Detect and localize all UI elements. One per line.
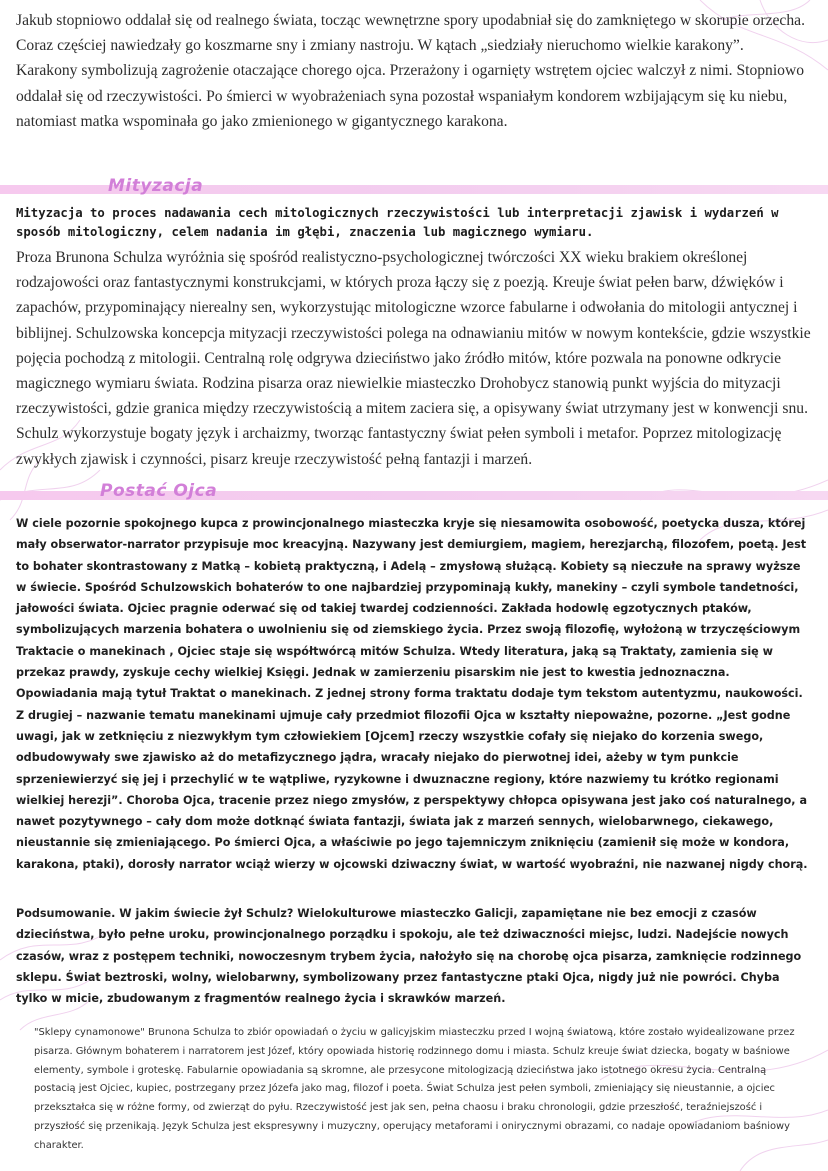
summary-note-section	[34, 1024, 796, 1156]
mityzacja-section	[16, 204, 812, 472]
podsumowanie-body: Podsumowanie. W jakim świecie żył Schulz? Wielokulturowe miasteczko Galicji, zapamiętane nie bez emocji z czasów dzieciństwa, było pełne uroku, prowincjonalnego porządku i spokoju, ale też dziwaczności miejsc, ludzi. Nadejście nowych czasów, wraz z postępem techniki, nowoczesnym trybem życia, nałożyło się na chorobę ojca pisarza, zamknięcie rodzinnego sklepu. Świat beztroski, wolny, wielobarwny, symbolizowany przez fantastyczne ptaki Ojca, nigdy już nie powróci. Chyba tylko w micie, zbudowanym z fragmentów realnego życia i skrawków marzeń.	[16, 907, 802, 1006]
mityzacja-body: Proza Brunona Schulza wyróżnia się spośród realistyczno-psychologicznej twórczości XX wieku brakiem określonej rodzajowości oraz fantastycznymi konstrukcjami, w których proza łączy się z poezją. Kreuje świat pełen barw, dźwięków i zapachów, przypominający nierealny sen, wykorzystując mitologiczne wzorce fabularne i odwołania do mitologii antycznej i biblijnej. Schulzowska koncepcja mityzacji rzeczywistości polega na odnawianiu mitów w nowym kontekście, gdzie wszystkie pojęcia pochodzą z mitologii. Centralną rolę odgrywa dzieciństwo jako źródło mitów, które pozwala na ponowne odkrycie magicznego wymiaru świata. Rodzina pisarza oraz niewielkie miasteczko Drohobycz stanowią punkt wyjścia do mityzacji rzeczywistości, gdzie granica między rzeczywistością a mitem zaciera się, a opisywany świat utrzymany jest w konwencji snu. Schulz wykorzystuje bogaty język i archaizmy, tworząc fantastyczny świat pełen symboli i metafor. Poprzez mitologizację zwykłych zjawisk i czynności, pisarz kreuje rzeczywistość pełną fantazji i marzeń.	[16, 249, 811, 468]
podsumowanie-section	[16, 903, 812, 1009]
postac-ojca-body: W ciele pozornie spokojnego kupca z prowincjonalnego miasteczka kryje się niesamowita osobowość, poetycka dusza, której mały obserwator-narrator przypisuje moc kreacyjną. Nazywany jest demiurgiem, magiem, herezjarchą, filozofem, poetą. Jest to bohater skontrastowany z Matką – kobietą praktyczną, i Adelą – zmysłową służącą. Kobiety są nieczułe na sprawy wyższe w świecie. Spośród Schulzowskich bohaterów to one najbardziej przypominają kukły, manekiny – czyli symbole tandetności, jałowości świata. Ojciec pragnie oderwać się od takiej twardej codzienności. Zakłada hodowlę egzotycznych ptaków, symbolizujących marzenia bohatera o uwolnieniu się od ziemskiego życia. Przez swoją filozofię, wyłożoną w trzyczęściowym Traktacie o manekinach , Ojciec staje się współtwórcą mitów Schulza. Wtedy literatura, jaką są Traktaty, zamienia się w przekaz prawdy, zyskuje cechy wielkiej Księgi. Jednak w zamierzeniu pisarskim nie jest to kwestia jednoznaczna. Opowiadania mają tytuł Traktat o manekinach. Z jednej strony forma traktatu dodaje tym tekstom autentyzmu, naukowości. Z drugiej – nazwanie tematu manekinami ujmuje cały przedmiot filozofii Ojca w kształty niepoważne, pozorne. „Jest godne uwagi, jak w zetknięciu z niezwykłym tym człowiekiem [Ojcem] rzeczy wszystkie cofały się niejako do korzenia swego, odbudowywały swe zjawisko aż do metafizycznego jądra, wracały niejako do pierwotnej idei, ażeby w tym punkcie sprzeniewierzyć się jej i przechylić w te wątpliwe, ryzykowne i dwuznaczne regiony, które nazwiemy tu krótko regionami wielkiej herezji”. Choroba Ojca, tracenie przez niego zmysłów, z perspektywy chłopca opisywana jest jako coś naturalnego, a nawet pozytywnego – cały dom może dotknąć świata fantazji, świata jak z marzeń sennych, wielobarwnego, ciekawego, nieustannie się zmieniającego. Po śmierci Ojca, a właściwie po jego tajemniczym zniknięciu (zamienił się może w kondora, karakona, ptaki), dorosły narrator wciąż wierzy w ojcowski dziwaczny świat, w wartość wyobraźni, nie nazwanej nigdy chorą.	[16, 517, 808, 871]
summary-note-body: "Sklepy cynamonowe" Brunona Schulza to zbiór opowiadań o życiu w galicyjskim miasteczku przed I wojną światową, które zostało wyidealizowane przez pisarza. Głównym bohaterem i narratorem jest Józef, który opowiada historię rodzinnego domu i miasta. Schulz kreuje świat dziecka, bogaty w baśniowe elementy, symbole i groteskę. Fabularnie opowiadania są skromne, ale przesycone mitologizacją dzieciństwa jako istotnego okresu życia. Centralną postacią jest Ojciec, kupiec, postrzegany przez Józefa jako mag, filozof i poeta. Świat Schulza jest pełen symboli, zmieniający się nieustannie, a ojciec przekształca się w różne formy, od zwierząt do pyłu. Rzeczywistość jest jak sen, pełna chaosu i braku chronologii, gdzie przeszłość, teraźniejszość i przyszłość się przenikają. Język Schulza jest ekspresywny i muzyczny, operujący metaforami i onirycznymi obrazami, co nadaje opowiadaniom baśniowy charakter.	[34, 1027, 795, 1151]
mityzacja-definition: Mityzacja to proces nadawania cech mitologicznych rzeczywistości lub interpretacji zjawisk i wydarzeń w sposób mitologiczny, celem nadania im głębi, znaczenia lub magicznego wymiaru.	[16, 206, 779, 239]
section-heading-mityzacja: Mityzacja	[108, 176, 204, 196]
intro-paragraph-2: Karakony symbolizują zagrożenie otaczające chorego ojca. Przerażony i ogarnięty wstrętem ojciec walczył z nimi. Stopniowo oddalał się od rzeczywistości. Po śmierci w wyobrażeniach syna pozostał wspaniałym kondorem wzbijającym się ku niebu, natomiast matka wspominała go jako zmienionego w gigantycznego karakona.	[16, 62, 805, 130]
intro-paragraph-1: Jakub stopniowo oddalał się od realnego świata, tocząc wewnętrzne spory upodabniał się do zamkniętego w skorupie orzecha. Coraz częściej nawiedzały go koszmarne sny i zmiany nastroju. W kątach „siedziały nieruchomo wielkie karakony”.	[16, 12, 805, 55]
intro-section	[16, 8, 812, 134]
postac-ojca-section	[16, 513, 812, 875]
section-heading-postac-ojca: Postać Ojca	[100, 481, 218, 501]
